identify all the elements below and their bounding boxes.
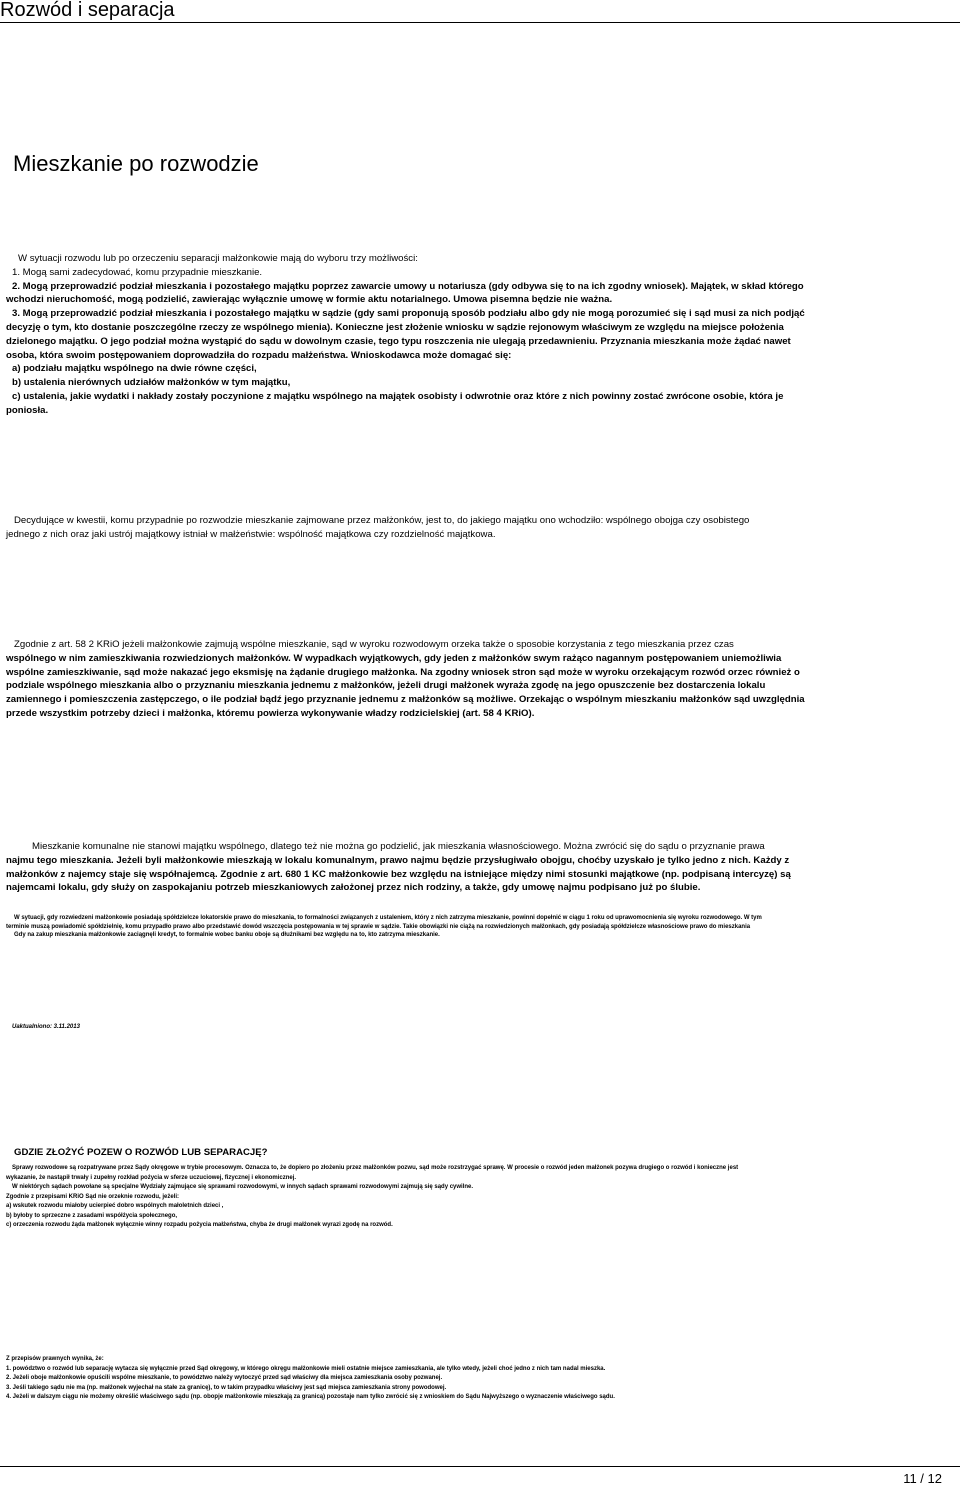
where-section [6, 1164, 944, 1231]
intro-option-3-cont: decyzję o tym, kto dostanie poszczególne rzeczy ze wspólnego mienia). Konieczne jest złożenie wniosku w sądzie rejonowym właściwym ze względu na miejsce położenia [6, 321, 784, 333]
updated-date: Uaktualniono: 3.11.2013 [12, 1024, 80, 1030]
rules-line: 2. Jeżeli oboje małżonkowie opuścili wspólne mieszkanie, to powództwo należy wytoczyć przed sąd właściwy dla miejsca zamieszkania osoby pozwanej. [6, 1375, 443, 1381]
intro-sub-b: b) ustalenia nierównych udziałów małżonków w tym majątku, [12, 377, 291, 389]
page-divider [0, 1466, 960, 1467]
rules-line: Z przepisów prawnych wynika, że: [6, 1356, 104, 1362]
intro-sub-c: c) ustalenia, jakie wydatki i nakłady zostały poczynione z majątku wspólnego na majątek osobisty i odwrotnie oraz które z nich powinny zostać zwrócone osobie, która je [12, 390, 784, 402]
page-title: Mieszkanie po rozwodzie [13, 151, 259, 176]
rules-line: 3. Jeśli takiego sądu nie ma (np. małżonek wyjechał na stałe za granicę), to w takim przypadku właściwy jest sąd miejsca zamieszkania strony powodowej. [6, 1384, 447, 1391]
art58-section [6, 638, 944, 721]
rules-line: 4. Jeżeli w dalszym ciągu nie możemy określić właściwego sądu (np. obopje małżonkowie mieszkają za granicą) pozostaje nam tylko zwrócić się z wnioskiem do Sądu Najwyższego o wyznaczenie właściwego sądu. [6, 1394, 615, 1400]
decisive-section [6, 514, 944, 542]
where-line: W niektórych sądach powołane są specjalne Wydziały zajmujące się sprawami rozwodowymi, w innych sądach sprawami rozwodowymi zajmują się sądy cywilne. [12, 1184, 474, 1190]
where-heading: GDZIE ZŁOŻYĆ POZEW O ROZWÓD LUB SEPARACJĘ? [14, 1147, 268, 1158]
coop-section [6, 914, 944, 940]
intro-section [6, 252, 944, 418]
intro-lead: W sytuacji rozwodu lub po orzeczeniu separacji małżonkowie mają do wyboru trzy możliwości: [18, 253, 418, 264]
communal-line: najemcami lokalu, gdy służy on zaspokajaniu potrzeb mieszkaniowych założonej przez nich rodziny, a także, gdy umowę najmu podpisano już po ślubie. [6, 882, 701, 894]
intro-option-2-cont: wchodzi nieruchomość, mogą podzielić, zawierając wyłącznie umowę w formie aktu notarialnego. Umowa pisemna będzie nie ważna. [6, 294, 613, 306]
art58-line: zamiennego i pomieszczenia zastępczego, o ile podział bądź jego przyznanie jednemu z małżonków są możliwe. Orzekając o wspólnym mieszkaniu małżonków sąd uwzględnia [6, 694, 805, 706]
communal-line: Mieszkanie komunalne nie stanowi majątku wspólnego, dlatego też nie można go podzielić, jak mieszkania własnościowego. Można zwrócić się do sądu o przyznanie prawa [32, 841, 765, 852]
document-title: Rozwód i separacja [0, 0, 175, 21]
intro-option-3-cont: osoba, która swoim postępowaniem doprowadziła do rozpadu małżeństwa. Wnioskodawca może domagać się: [6, 349, 512, 361]
decisive-line: Decydujące w kwestii, komu przypadnie po rozwodzie mieszkanie zajmowane przez małżonków, jest to, do jakiego majątku ono wchodziło: wspólnego obojga czy osobistego [14, 515, 750, 526]
intro-option-1: 1. Mogą sami zadecydować, komu przypadnie mieszkanie. [12, 266, 263, 278]
where-line: Sprawy rozwodowe są rozpatrywane przez Sądy okręgowe w trybie procesowym. Oznacza to, że dopiero po złożeniu przez małżonków pozwu, sąd może rozstrzygać sprawę. W procesie o rozwód jeden małżonek pozywa drugiego o rozwód i konieczne jest [12, 1165, 739, 1171]
decisive-line: jednego z nich oraz jaki ustrój majątkowy istniał w małżeństwie: wspólność majątkowa czy rozdzielność majątkowa. [6, 528, 496, 540]
where-line: c) orzeczenia rozwodu żąda małżonek wyłącznie winny rozpadu pożycia małżeństwa, chyba że drugi małżonek wyrazi zgodę na rozwód. [6, 1222, 393, 1228]
communal-line: małżonków z najemcy staje się współnajemcą. Zgodnie z art. 680 1 KC małżonkowie bez względu na istniejące między nimi stosunki majątkowe (np. podpisaną intercyzę) są [6, 868, 791, 880]
where-line: Zgodnie z przepisami KRiO Sąd nie orzeknie rozwodu, jeżeli: [6, 1193, 180, 1200]
communal-line: najmu tego mieszkania. Jeżeli byli małżonkowie mieszkają w lokalu komunalnym, prawo najmu będzie przysługiwało obojgu, choćby uzyskało je tylko jedno z nich. Każdy z [6, 854, 790, 866]
intro-option-3: 3. Mogą przeprowadzić podział mieszkania i pozostałego majątku w sądzie (gdy sami proponują sposób podziału albo gdy nie mogą porozumieć się i sąd musi za nich podjąć [12, 308, 805, 320]
rules-section [6, 1355, 944, 1403]
art58-line: wspólnego w nim zamieszkiwania rozwiedzionych małżonków. W wypadkach wyjątkowych, gdy jeden z małżonków swym rażąco nagannym postępowaniem uniemożliwia [6, 652, 782, 664]
document-header [0, 0, 960, 23]
intro-option-2: 2. Mogą przeprowadzić podział mieszkania i pozostałego majątku poprzez zawarcie umowy u notariusza (gdy odbywa się to na ich zgodny wniosek). Majątek, w skład którego [12, 280, 804, 292]
where-line: b) byłoby to sprzeczne z zasadami współżycia społecznego, [6, 1212, 178, 1219]
art58-line: wspólne zamieszkiwanie, sąd może nakazać jego eksmisję na żądanie drugiego małżonka. Na zgodny wniosek stron sąd może w wyroku orzekającym rozwód orzec również o [6, 666, 800, 678]
intro-sub-c-cont: poniosła. [6, 404, 49, 416]
coop-line: terminie muszą powiadomić spółdzielnię, komu przypadło prawo albo przedstawić dowód wszczęcia postępowania w tej sprawie w sądzie. Takie obowiązki nie ciążą na rozwiedzionych małżonkach, gdy posiadają spółdzielcze własnościowe prawo do mieszkania [6, 923, 751, 930]
coop-line: W sytuacji, gdy rozwiedzeni małżonkowie posiadają spółdzielcze lokatorskie prawo do mieszkania, to formalności związanych z ustaleniem, który z nich zatrzyma mieszkanie, powinni dopełnić w ciągu 1 roku od uprawomocnienia się wyroku rozwodowego. W tym [14, 915, 762, 921]
art58-line: przede wszystkim potrzeby dzieci i małżonka, któremu powierza wykonywanie władzy rodzicielskiej (art. 58 4 KRiO). [6, 707, 535, 719]
intro-sub-a: a) podziału majątku wspólnego na dwie równe części, [12, 363, 257, 375]
page-number: 11 / 12 [903, 1471, 942, 1486]
coop-line: Gdy na zakup mieszkania małżonkowie zaciągnęli kredyt, to formalnie wobec banku oboje są dłużnikami bez względu na to, kto zatrzyma mieszkanie. [14, 932, 440, 939]
rules-line: 1. powództwo o rozwód lub separację wytacza się wyłącznie przed Sąd okręgowy, w którego okręgu małżonkowie mieli ostatnie miejsce zamieszkania, ale tylko wtedy, jeżeli choć jedno z nich tam nadal mieszka. [6, 1365, 606, 1372]
art58-line: Zgodnie z art. 58 2 KRiO jeżeli małżonkowie zajmują wspólne mieszkanie, sąd w wyroku rozwodowym orzeka także o sposobie korzystania z tego mieszkania przez czas [14, 639, 734, 650]
where-line: wykazanie, że nastąpił trwały i zupełny rozkład pożycia w sferze uczuciowej, fizycznej i ekonomicznej. [6, 1174, 297, 1181]
where-line: a) wskutek rozwodu miałoby ucierpieć dobro wspólnych małoletnich dzieci , [6, 1203, 224, 1209]
intro-option-3-cont: dzielonego majątku. O jego podział można wystąpić do sądu w dowolnym czasie, tego typu roszczenia nie ulegają przedawnieniu. Przyznania mieszkania może żądać nawet [6, 335, 791, 347]
communal-section [6, 840, 944, 895]
art58-line: podziale wspólnego mieszkania albo o przyznaniu mieszkania jednemu z małżonków, jeżeli drugi małżonek wyraża zgodę na jego opuszczenie bez dostarczenia lokalu [6, 680, 766, 692]
